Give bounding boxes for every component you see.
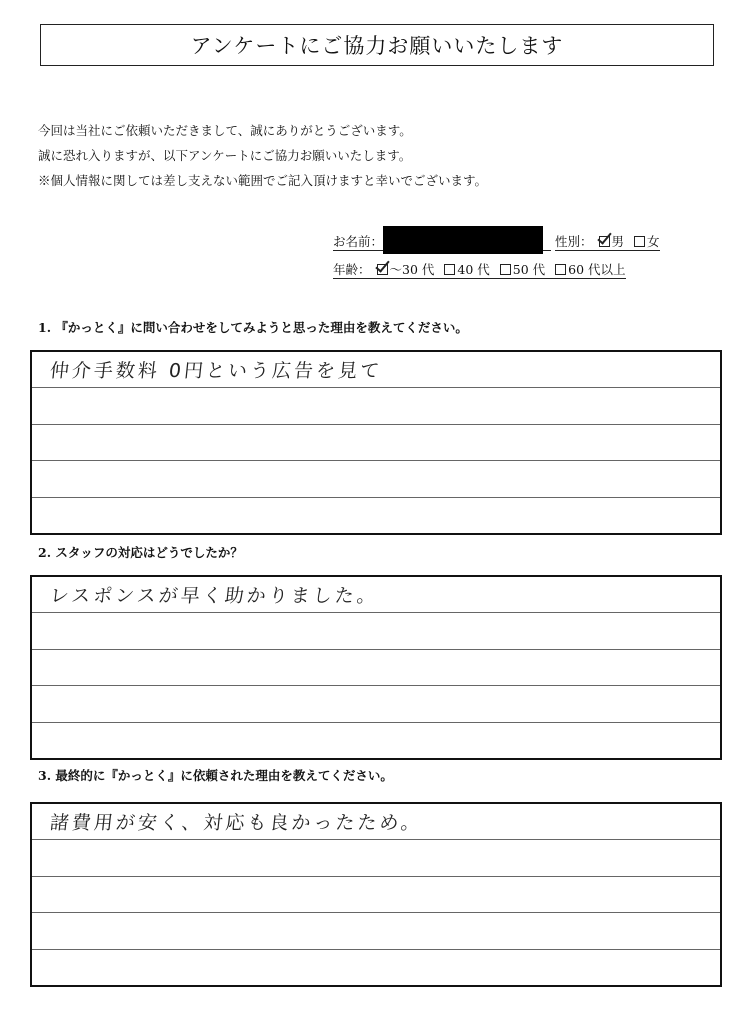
question-2-label: 2. スタッフの対応はどうでしたか？ xyxy=(38,545,243,560)
answer-line xyxy=(32,425,720,461)
answer-line xyxy=(32,577,720,613)
age-50-label: 50 代 xyxy=(512,262,546,277)
gender-male-checkbox[interactable] xyxy=(599,236,610,247)
answer-line xyxy=(32,352,720,388)
age-30-checkbox[interactable] xyxy=(377,264,388,275)
age-60-checkbox[interactable] xyxy=(555,264,566,275)
age-field xyxy=(333,262,626,279)
age-row xyxy=(333,260,626,278)
question-3-label: 3. 最終的に『かっとく』に依頼された理由を教えてください。 xyxy=(38,768,393,783)
answer-line xyxy=(32,650,720,686)
gender-female-checkbox[interactable] xyxy=(634,236,645,247)
intro-line: 誠に恐れ入りますが、以下アンケートにご協力お願いいたします。 xyxy=(38,148,412,163)
answer-1-text: 仲介手数料 0円という広告を見て xyxy=(48,360,384,382)
answer-3-text: 諸費用が安く、対応も良かったため。 xyxy=(48,812,424,834)
answer-line xyxy=(32,461,720,497)
answer-line xyxy=(32,388,720,424)
question-1-label: 1. 『かっとく』に問い合わせをしてみようと思った理由を教えてください。 xyxy=(38,320,468,335)
answer-box-1[interactable] xyxy=(30,350,722,535)
age-label: 年齢： xyxy=(333,262,371,277)
intro-line: 今回は当社にご依頼いただきまして、誠にありがとうございます。 xyxy=(38,123,412,138)
name-gender-row xyxy=(333,226,660,254)
answer-line xyxy=(32,686,720,722)
answer-line xyxy=(32,840,720,876)
intro-text xyxy=(38,118,487,193)
age-40-checkbox[interactable] xyxy=(444,264,455,275)
intro-line: ※個人情報に関しては差し支えない範囲でご記入頂けますと幸いでございます。 xyxy=(38,173,488,188)
gender-female-label: 女 xyxy=(647,234,660,249)
answer-box-2[interactable] xyxy=(30,575,722,760)
age-50-checkbox[interactable] xyxy=(500,264,511,275)
answer-line xyxy=(32,723,720,758)
survey-title: アンケートにご協力お願いいたします xyxy=(40,24,714,66)
answer-line xyxy=(32,613,720,649)
answer-line xyxy=(32,804,720,840)
answer-line xyxy=(32,877,720,913)
gender-field xyxy=(555,234,660,251)
answer-line xyxy=(32,913,720,949)
name-label: お名前： xyxy=(333,234,384,249)
answer-box-3[interactable] xyxy=(30,802,722,987)
name-redaction xyxy=(383,226,543,254)
age-60-label: 60 代以上 xyxy=(568,262,626,277)
answer-line xyxy=(32,950,720,985)
age-40-label: 40 代 xyxy=(457,262,490,277)
name-field[interactable] xyxy=(333,234,551,251)
age-30-label: ～30 代 xyxy=(389,262,435,277)
answer-line xyxy=(32,498,720,533)
gender-male-label: 男 xyxy=(611,234,625,249)
answer-2-text: レスポンスが早く助かりました。 xyxy=(48,585,380,607)
gender-label: 性別： xyxy=(555,234,593,249)
